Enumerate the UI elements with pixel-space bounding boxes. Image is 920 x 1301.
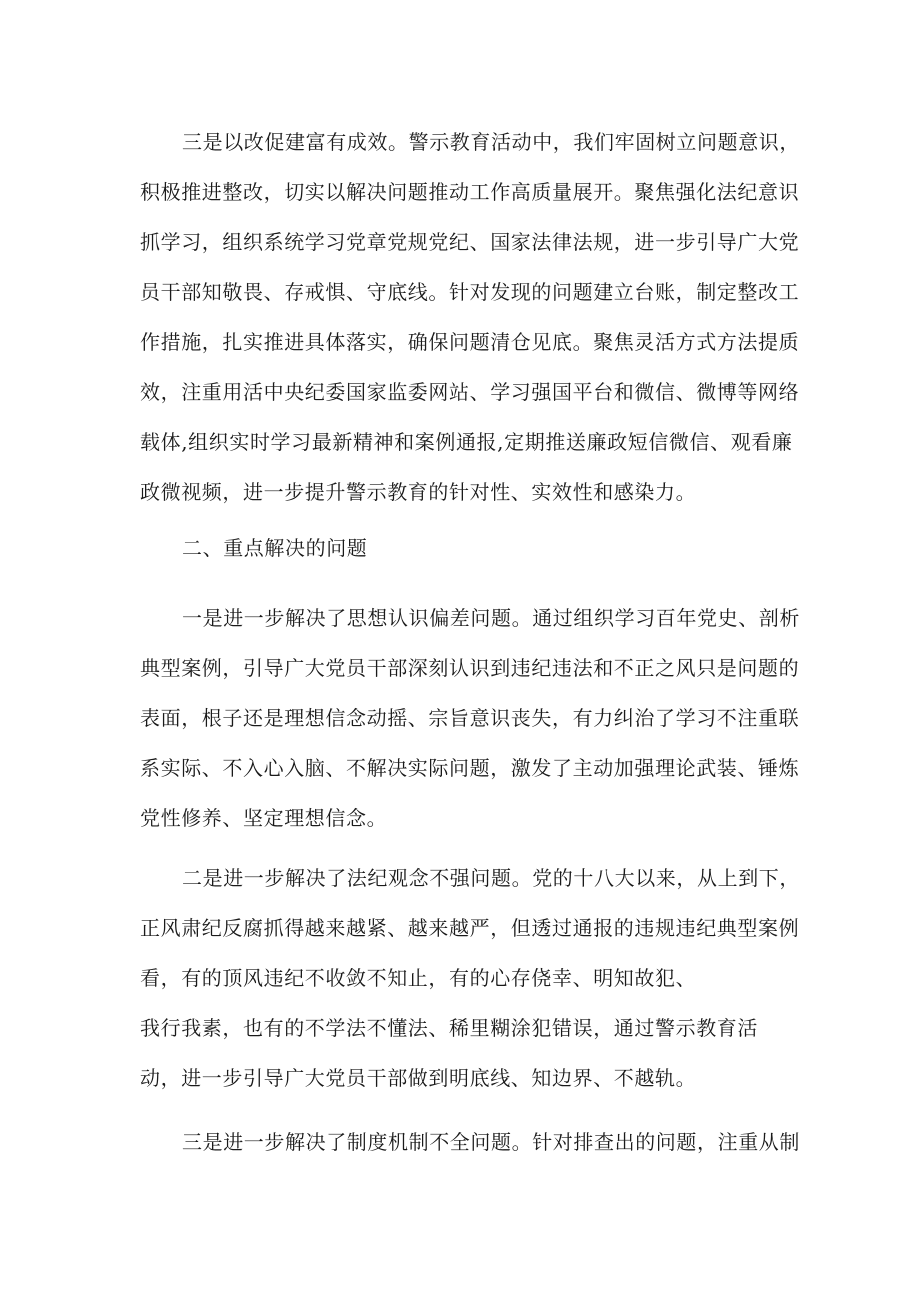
paragraph-line: 作措施，扎实推进具体落实，确保问题清仓见底。聚焦灵活方式方法提质: [140, 330, 800, 354]
paragraph-discipline-issues: [140, 853, 800, 1103]
paragraph-line: 政微视频，进一步提升警示教育的针对性、实效性和感染力。: [140, 480, 697, 504]
section-heading: 二、重点解决的问题: [182, 536, 368, 560]
paragraph-line: 表面，根子还是理想信念动摇、宗旨意识丧失，有力纠治了学习不注重联: [140, 706, 800, 730]
paragraph-line: 看，有的顶风违纪不收敛不知止，有的心存侥幸、明知故犯、: [140, 966, 697, 990]
paragraph-line: 动，进一步引导广大党员干部做到明底线、知边界、不越轨。: [140, 1066, 697, 1090]
paragraph-line: 一是进一步解决了思想认识偏差问题。通过组织学习百年党史、剖析: [182, 606, 800, 630]
paragraph-institution-issues: [140, 1117, 800, 1167]
paragraph-line: 三是以改促建富有成效。警示教育活动中，我们牢固树立问题意识，: [182, 130, 800, 154]
paragraph-line: 典型案例，引导广大党员干部深刻认识到违纪违法和不正之风只是问题的: [140, 656, 800, 680]
paragraph-line: 党性修养、坚定理想信念。: [140, 806, 388, 830]
paragraph-line: 系实际、不入心入脑、不解决实际问题，激发了主动加强理论武装、锤炼: [140, 756, 800, 780]
paragraph-line: 员干部知敬畏、存戒惧、守底线。针对发现的问题建立台账，制定整改工: [140, 280, 800, 304]
paragraph-line: 抓学习，组织系统学习党章党规党纪、国家法律法规，进一步引导广大党: [140, 230, 800, 254]
paragraph-line: 载体,组织实时学习最新精神和案例通报,定期推送廉政短信微信、观看廉: [140, 430, 793, 454]
paragraph-line: 二是进一步解决了法纪观念不强问题。党的十八大以来，从上到下，: [182, 866, 800, 890]
paragraph-results-rectification: [140, 117, 800, 517]
paragraph-line: 积极推进整改，切实以解决问题推动工作高质量展开。聚焦强化法纪意识: [140, 180, 800, 204]
paragraph-line: 我行我素，也有的不学法不懂法、稀里糊涂犯错误，通过警示教育活: [140, 1016, 758, 1040]
paragraph-line: 正风肃纪反腐抓得越来越紧、越来越严，但透过通报的违规违纪典型案例: [140, 916, 800, 940]
paragraph-line: 三是进一步解决了制度机制不全问题。针对排查出的问题，注重从制: [182, 1130, 800, 1154]
paragraph-thought-issues: [140, 593, 800, 843]
paragraph-line: 效，注重用活中央纪委国家监委网站、学习强国平台和微信、微博等网络: [140, 380, 800, 404]
